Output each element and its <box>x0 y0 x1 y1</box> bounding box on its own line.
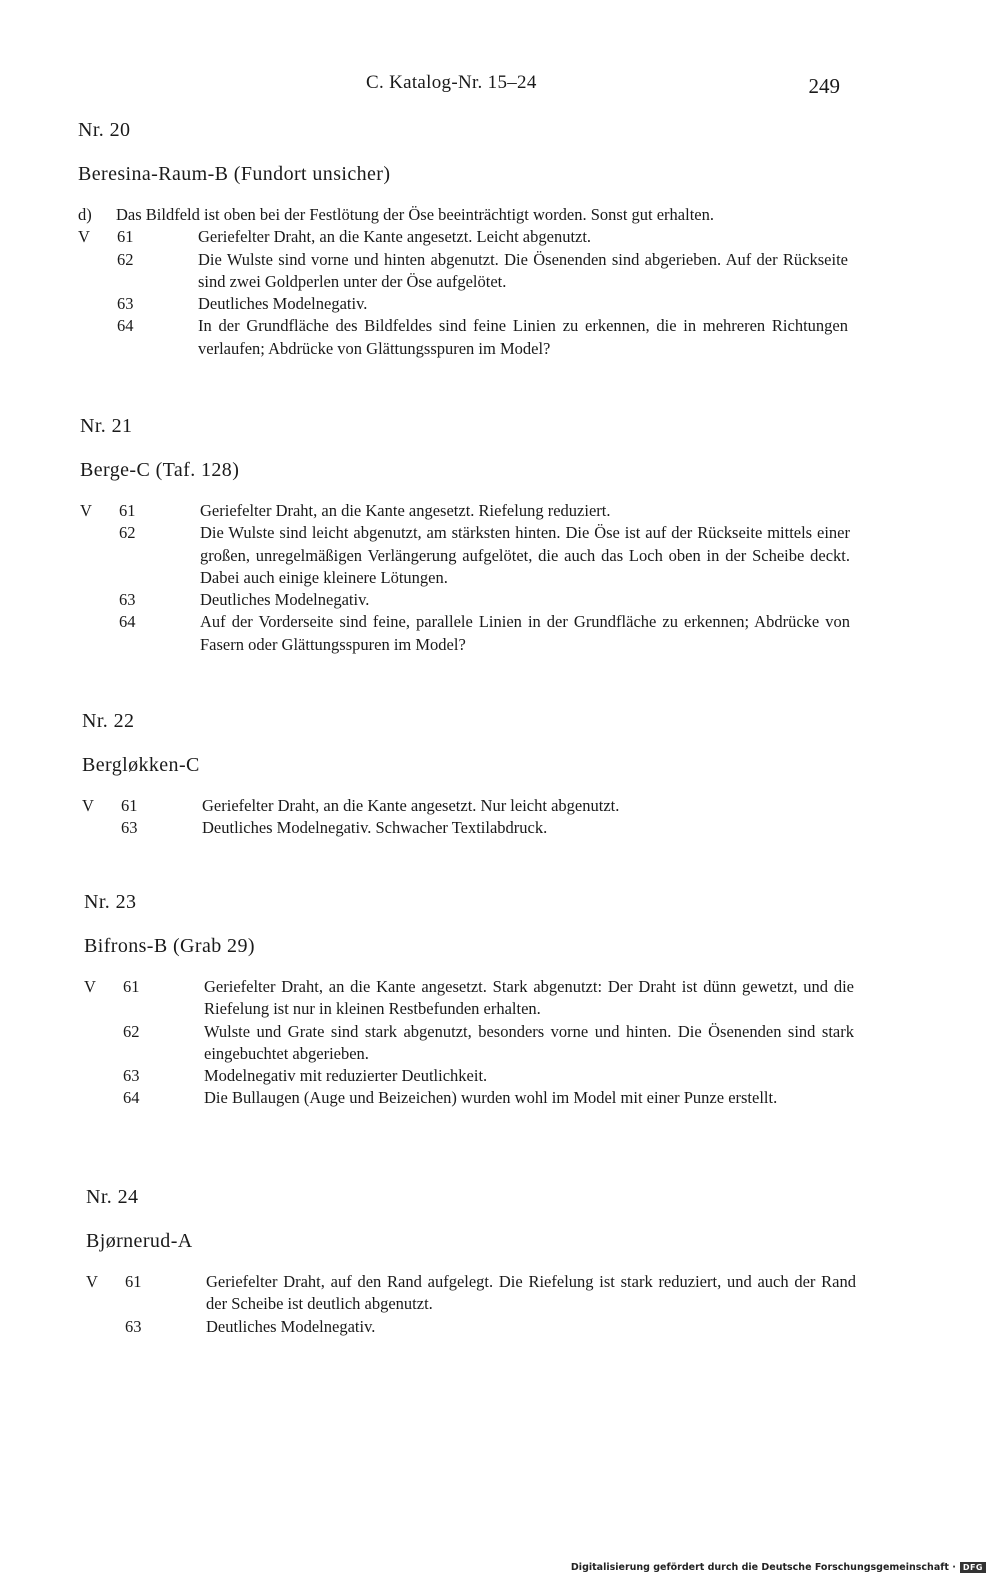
remark-prefix: V <box>84 977 96 996</box>
entry-site: Beresina-Raum-B (Fundort unsicher) <box>78 163 391 185</box>
remark-code: 64 <box>123 1088 140 1108</box>
entry-number: Nr. 24 <box>86 1186 139 1208</box>
entry-number: Nr. 22 <box>82 710 135 732</box>
remark-code: 61 <box>121 796 138 815</box>
remark-code: 62 <box>123 1021 140 1041</box>
entry-site: Bjørnerud-A <box>86 1230 193 1252</box>
remark-text: Geriefelter Draht, an die Kante angesetzt. Stark abgenutzt: Der Draht ist dünn gewetzt, und die Riefelung ist nur in kleinen Restbefunden erhalten. <box>204 977 854 1019</box>
entry-site: Bergløkken-C <box>82 754 200 776</box>
remark-code: 63 <box>121 818 138 838</box>
dfg-logo: DFG <box>960 1562 986 1573</box>
entry-number: Nr. 20 <box>78 119 131 141</box>
remark-row <box>82 795 852 817</box>
remark-text: In der Grundfläche des Bildfeldes sind feine Linien zu erkennen, die in mehreren Richtungen verlaufen; Abdrücke von Glättungsspuren im Model? <box>198 316 848 358</box>
remark-row <box>80 500 850 522</box>
remark-text: Die Wulste sind vorne und hinten abgenutzt. Die Ösenenden sind abgerieben. Auf der Rückseite sind zwei Goldperlen unter der Öse aufgelötet. <box>198 249 848 291</box>
remark-row <box>80 522 850 589</box>
remark-text: Die Wulste sind leicht abgenutzt, am stärksten hinten. Die Öse ist auf der Rückseite mittels einer großen, unregelmäßigen Verlängerung aufgelötet, die auch das Loch oben in der Scheibe deckt. Dabei auch einige kleinere Lötungen. <box>200 523 850 587</box>
remark-code: 64 <box>117 316 134 336</box>
entry-site: Bifrons-B (Grab 29) <box>84 935 255 957</box>
page-header <box>360 72 840 102</box>
remark-text: Deutliches Modelnegativ. <box>198 294 368 314</box>
remark-row <box>80 611 850 656</box>
remark-row <box>84 976 854 1021</box>
remark-row <box>80 589 850 611</box>
remark-prefix: V <box>80 501 92 520</box>
remark-code: 62 <box>119 523 136 543</box>
catalog-entry <box>84 888 854 1110</box>
remark-text: Geriefelter Draht, an die Kante angesetzt. Nur leicht abgenutzt. <box>202 796 620 815</box>
remark-code: 64 <box>119 612 136 632</box>
catalog-entry <box>78 116 848 360</box>
remark-text: Die Bullaugen (Auge und Beizeichen) wurden wohl im Model mit einer Punze erstellt. <box>204 1088 778 1108</box>
remark-code: 62 <box>117 249 134 269</box>
catalog-entry <box>80 412 850 656</box>
remark-row <box>82 817 852 839</box>
remark-text: Deutliches Modelnegativ. Schwacher Textilabdruck. <box>202 818 548 838</box>
remark-text: Modelnegativ mit reduzierter Deutlichkeit. <box>204 1066 488 1086</box>
remark-row <box>78 249 848 294</box>
remark-code: 63 <box>125 1316 142 1336</box>
digitization-footer <box>571 1562 986 1573</box>
remark-row <box>84 1065 854 1087</box>
footer-text: Digitalisierung gefördert durch die Deutsche Forschungsgemeinschaft · <box>570 1562 956 1573</box>
remark-row <box>78 315 848 360</box>
remark-prefix: V <box>86 1272 98 1291</box>
remark-text: Auf der Vorderseite sind feine, parallele Linien in der Grundfläche zu erkennen; Abdrücke von Fasern oder Glättungsspuren im Model? <box>200 612 850 654</box>
remark-row <box>78 204 848 226</box>
entry-remarks <box>82 795 852 840</box>
entry-remarks <box>84 976 854 1110</box>
remark-code: 61 <box>123 977 140 996</box>
remark-text: Deutliches Modelnegativ. <box>206 1316 376 1336</box>
entry-remarks <box>80 500 850 656</box>
remark-text: Deutliches Modelnegativ. <box>200 590 370 610</box>
entry-site: Berge-C (Taf. 128) <box>80 459 240 481</box>
remark-prefix: V <box>82 796 94 815</box>
remark-row <box>84 1021 854 1066</box>
running-title: C. Katalog-Nr. 15–24 <box>366 72 537 93</box>
remark-code: 63 <box>117 294 134 314</box>
entry-number: Nr. 23 <box>84 891 137 913</box>
remark-code: 61 <box>119 501 136 520</box>
catalog-entry <box>82 707 852 840</box>
remark-code: 61 <box>117 227 134 247</box>
remark-code: 61 <box>125 1272 142 1291</box>
remark-prefix: d) <box>78 205 92 224</box>
remark-row <box>86 1316 856 1338</box>
remark-text: Wulste und Grate sind stark abgenutzt, besonders vorne und hinten. Die Ösenenden sind stark eingebuchtet abgerieben. <box>204 1021 854 1063</box>
remark-row <box>78 226 848 248</box>
remark-text: Geriefelter Draht, an die Kante angesetzt. Riefelung reduziert. <box>200 501 611 520</box>
remark-text: Geriefelter Draht, an die Kante angesetzt. Leicht abgenutzt. <box>198 227 592 247</box>
remark-row <box>84 1087 854 1109</box>
remark-row <box>86 1271 856 1316</box>
entry-number: Nr. 21 <box>80 415 133 437</box>
page-number: 249 <box>808 74 840 98</box>
remark-code: 63 <box>119 590 136 610</box>
remark-row <box>78 293 848 315</box>
remark-text: Das Bildfeld ist oben bei der Festlötung der Öse beeinträchtigt worden. Sonst gut erhalten. <box>116 205 714 224</box>
remark-code: 63 <box>123 1066 140 1086</box>
entry-remarks <box>78 204 848 360</box>
remark-prefix: V <box>78 227 90 247</box>
catalog-entry <box>86 1183 856 1338</box>
entry-remarks <box>86 1271 856 1338</box>
remark-text: Geriefelter Draht, auf den Rand aufgelegt. Die Riefelung ist stark reduziert, und auch der Rand der Scheibe ist deutlich abgenutzt. <box>206 1272 856 1314</box>
